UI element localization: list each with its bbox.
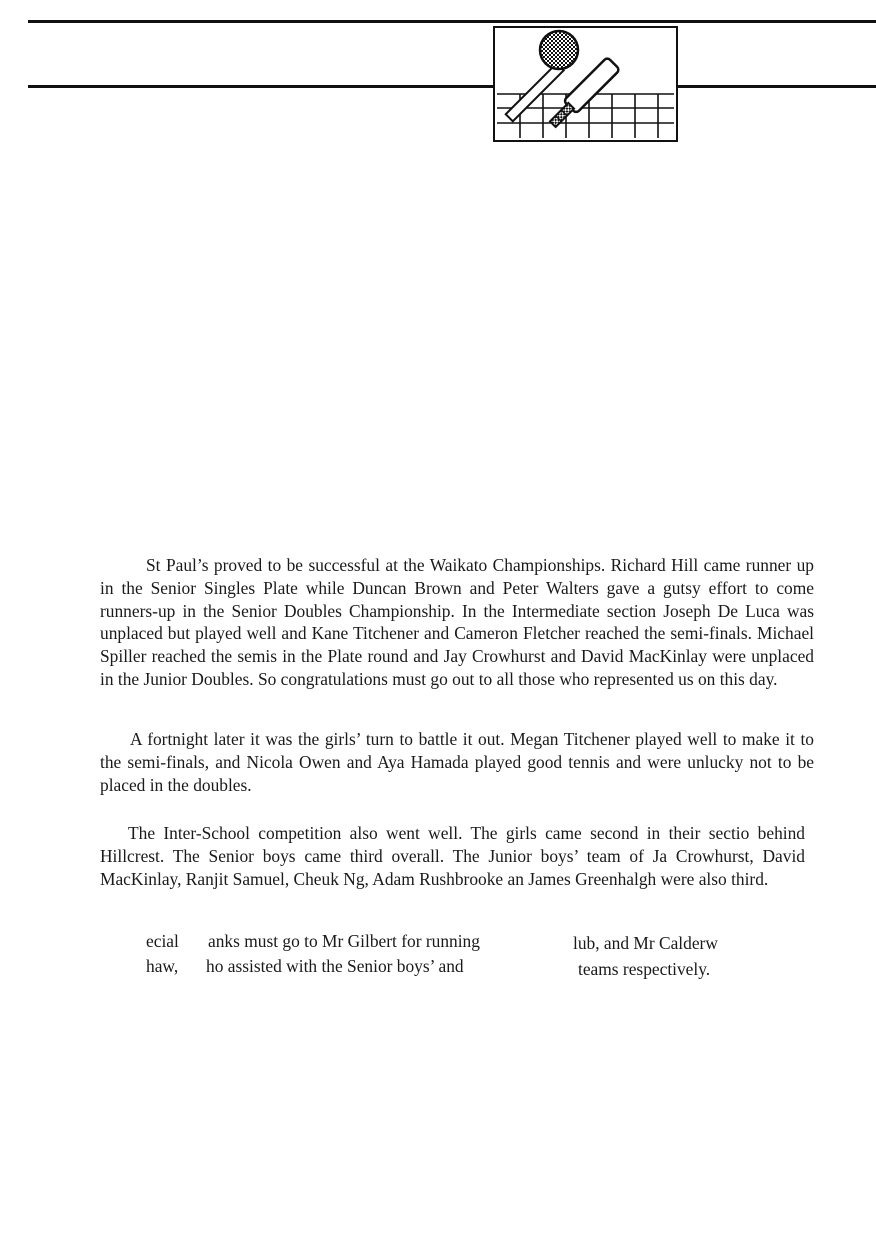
- header-rule-top: [28, 20, 876, 23]
- partial-text-fragment: haw,: [146, 956, 179, 976]
- article-paragraph: St Paul’s proved to be successful at the Waikato Championships. Richard Hill came runner up in the Senior Singles Plate while Duncan Brown and Peter Walters gave a gutsy effort to come runners-up in the Senior Doubles Championship. In the Intermediate section Joseph De Luca was unplaced but played well and Kane Titchener and Cameron Fletcher reached the semi-finals. Michael Spiller reached the semis in the Plate round and Jay Crowhurst and David MacKinlay were unplaced in the Junior Doubles. So congratulations must go out to all those who represented us on this day.: [100, 555, 814, 689]
- article-paragraph: A fortnight later it was the girls’ turn to battle it out. Megan Titchener played well to make it to the semi-finals, and Nicola Owen and Aya Hamada played good tennis and were unlucky not to be placed in the doubles.: [100, 729, 814, 795]
- partial-text-fragment: ho assisted with the Senior boys’ and: [206, 956, 464, 976]
- partial-text-fragment: lub, and Mr Calderw: [573, 933, 718, 953]
- partial-text-fragment: anks must go to Mr Gilbert for running: [208, 931, 480, 951]
- partial-text-fragment: teams respectively.: [578, 959, 711, 979]
- partial-text-fragment: ecial: [146, 931, 179, 951]
- article-paragraph: The Inter-School competition also went well. The girls came second in their sectio behind Hillcrest. The Senior boys came third overall. The Junior boys’ team of Ja Crowhurst, David MacKinlay, Ranjit Samuel, Cheuk Ng, Adam Rushbrooke an James Greenhalgh were also third.: [100, 823, 805, 889]
- tennis-racket-and-cricket-bat-icon: [495, 28, 676, 140]
- sports-logo: [493, 26, 678, 142]
- header-rule-bottom: [28, 85, 876, 88]
